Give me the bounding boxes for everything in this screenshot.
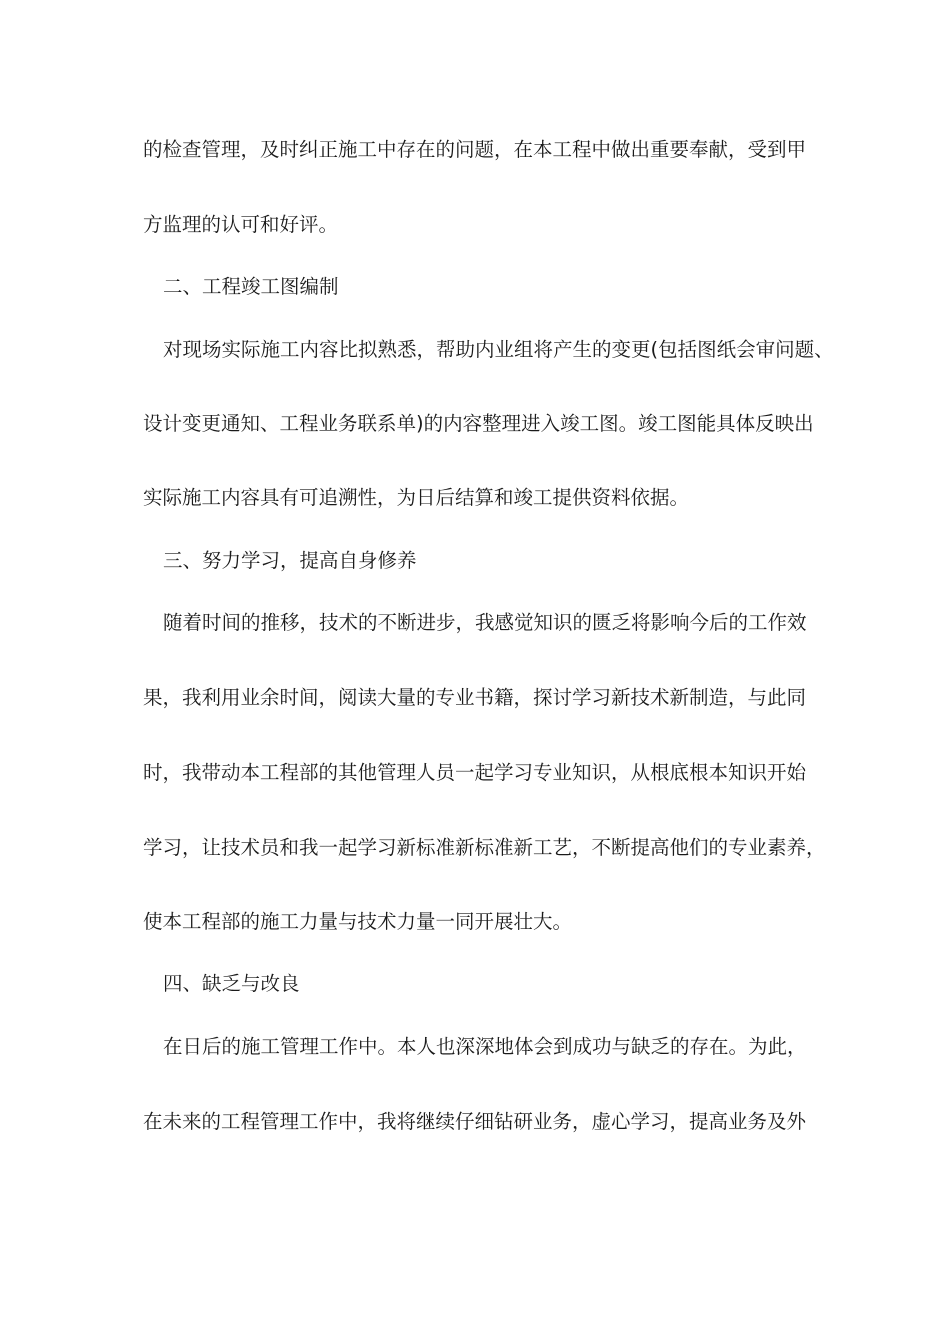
paragraph-line: 果，我利用业余时间，阅读大量的专业书籍，探讨学习新技术新制造，与此同 <box>143 686 807 709</box>
paragraph-line: 方监理的认可和好评。 <box>143 213 339 236</box>
paragraph-line: 对现场实际施工内容比拟熟悉，帮助内业组将产生的变更(包括图纸会审问题、 <box>163 338 834 361</box>
paragraph-line: 在日后的施工管理工作中。本人也深深地体会到成功与缺乏的存在。为此， <box>163 1035 807 1058</box>
section-heading: 二、工程竣工图编制 <box>163 275 339 298</box>
paragraph-line: 的检查管理，及时纠正施工中存在的问题，在本工程中做出重要奉献，受到甲 <box>143 138 807 161</box>
paragraph-line: 使本工程部的施工力量与技术力量一同开展壮大。 <box>143 910 573 933</box>
paragraph-line: 时，我带动本工程部的其他管理人员一起学习专业知识，从根底根本知识开始 <box>143 761 807 784</box>
paragraph-line: 学习，让技术员和我一起学习新标准新标准新工艺，不断提高他们的专业素养， <box>143 836 826 859</box>
paragraph-line: 实际施工内容具有可追溯性，为日后结算和竣工提供资料依据。 <box>143 486 690 509</box>
paragraph-line: 在未来的工程管理工作中，我将继续仔细钻研业务，虚心学习，提高业务及外 <box>143 1110 807 1133</box>
paragraph-line: 设计变更通知、工程业务联系单)的内容整理进入竣工图。竣工图能具体反映出 <box>143 412 814 435</box>
section-heading: 四、缺乏与改良 <box>163 972 300 995</box>
paragraph-line: 随着时间的推移，技术的不断进步，我感觉知识的匮乏将影响今后的工作效 <box>163 611 807 634</box>
section-heading: 三、努力学习，提高自身修养 <box>163 549 417 572</box>
